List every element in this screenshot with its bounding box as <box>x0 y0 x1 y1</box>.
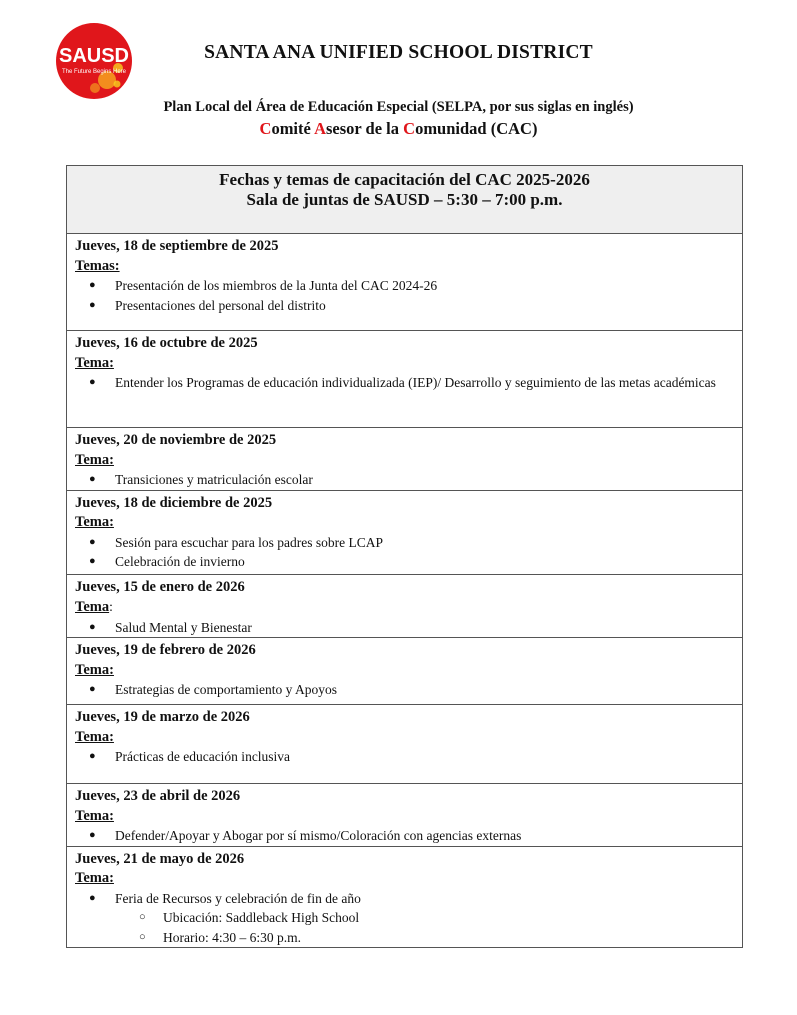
session-date: Jueves, 18 de septiembre de 2025 <box>75 238 279 254</box>
session-date: Jueves, 19 de febrero de 2026 <box>75 642 256 658</box>
cac-letter-c: C <box>259 119 272 138</box>
topic-item: ● Salud Mental y Bienestar <box>89 619 252 635</box>
topic-item: ● Estrategias de comportamiento y Apoyos <box>89 682 337 697</box>
topic-item: ● Presentación de los miembros de la Junta del CAC 2024-26 <box>89 278 438 293</box>
session-row <box>67 846 743 948</box>
topic-subitem: ○ Horario: 4:30 – 6:30 p.m. <box>139 929 301 945</box>
cac-text-2: sesor de la <box>325 119 404 138</box>
session-row <box>67 784 743 847</box>
district-title: SANTA ANA UNIFIED SCHOOL DISTRICT <box>204 42 593 63</box>
training-schedule-table <box>66 165 743 948</box>
topic-item: ● Defender/Apoyar y Abogar por sí mismo/Coloración con agencias externas <box>89 828 522 843</box>
cac-text-1: omité <box>271 119 315 138</box>
session-date: Jueves, 16 de octubre de 2025 <box>75 335 258 351</box>
logo-text: SAUSD <box>58 45 130 67</box>
topic-label: Tema: <box>75 661 114 678</box>
topic-item: ● Entender los Programas de educación individualizada (IEP)/ Desarrollo y seguimiento de las metas académicas <box>89 375 716 390</box>
session-row <box>67 428 743 491</box>
topic-subitem: ○ Ubicación: Saddleback High School <box>139 910 360 925</box>
cac-letter-a: A <box>314 119 326 138</box>
topic-label: Tema: <box>75 451 114 468</box>
schedule-title: Fechas y temas de capacitación del CAC 2025-2026 <box>219 170 590 189</box>
cac-letter-c2: C <box>403 119 416 138</box>
session-date: Jueves, 19 de marzo de 2026 <box>75 709 250 725</box>
topic-label: Tema: <box>75 514 114 530</box>
session-date: Jueves, 20 de noviembre de 2025 <box>75 432 277 448</box>
topic-item: ● Feria de Recursos y celebración de fin de año <box>89 890 361 906</box>
topic-item: ● Celebración de invierno <box>89 554 245 569</box>
session-row <box>67 331 743 428</box>
session-row <box>67 574 743 638</box>
topic-label: Temas: <box>75 257 120 274</box>
session-row <box>67 490 743 574</box>
topic-item: ● Transiciones y matriculación escolar <box>89 472 313 487</box>
session-row <box>67 234 743 331</box>
topic-label: Tema: <box>75 870 114 886</box>
session-date: Jueves, 21 de mayo de 2026 <box>75 850 245 867</box>
logo-tagline: The Future Begins Here <box>61 69 127 75</box>
session-row <box>67 705 743 784</box>
schedule-header <box>67 166 743 234</box>
topic-item: ● Sesión para escuchar para los padres sobre LCAP <box>89 534 384 550</box>
topic-label: Tema: <box>75 807 114 824</box>
schedule-location: Sala de juntas de SAUSD – 5:30 – 7:00 p.m. <box>246 190 563 209</box>
session-row <box>67 638 743 705</box>
topic-label: Tema: <box>75 354 114 371</box>
topic-label: Tema: <box>75 728 114 745</box>
session-date: Jueves, 23 de abril de 2026 <box>75 788 241 804</box>
cac-text-3: omunidad (CAC) <box>415 119 538 138</box>
session-date: Jueves, 18 de diciembre de 2025 <box>75 494 273 511</box>
selpa-subtitle: Plan Local del Área de Educación Especial (SELPA, por sus siglas en inglés) <box>163 99 634 115</box>
topic-item: ● Presentaciones del personal del distrito <box>89 297 326 313</box>
cac-title <box>0 119 797 139</box>
session-date: Jueves, 15 de enero de 2026 <box>75 578 245 595</box>
topic-item: ● Prácticas de educación inclusiva <box>89 749 291 764</box>
topic-label: Tema: <box>75 599 113 615</box>
